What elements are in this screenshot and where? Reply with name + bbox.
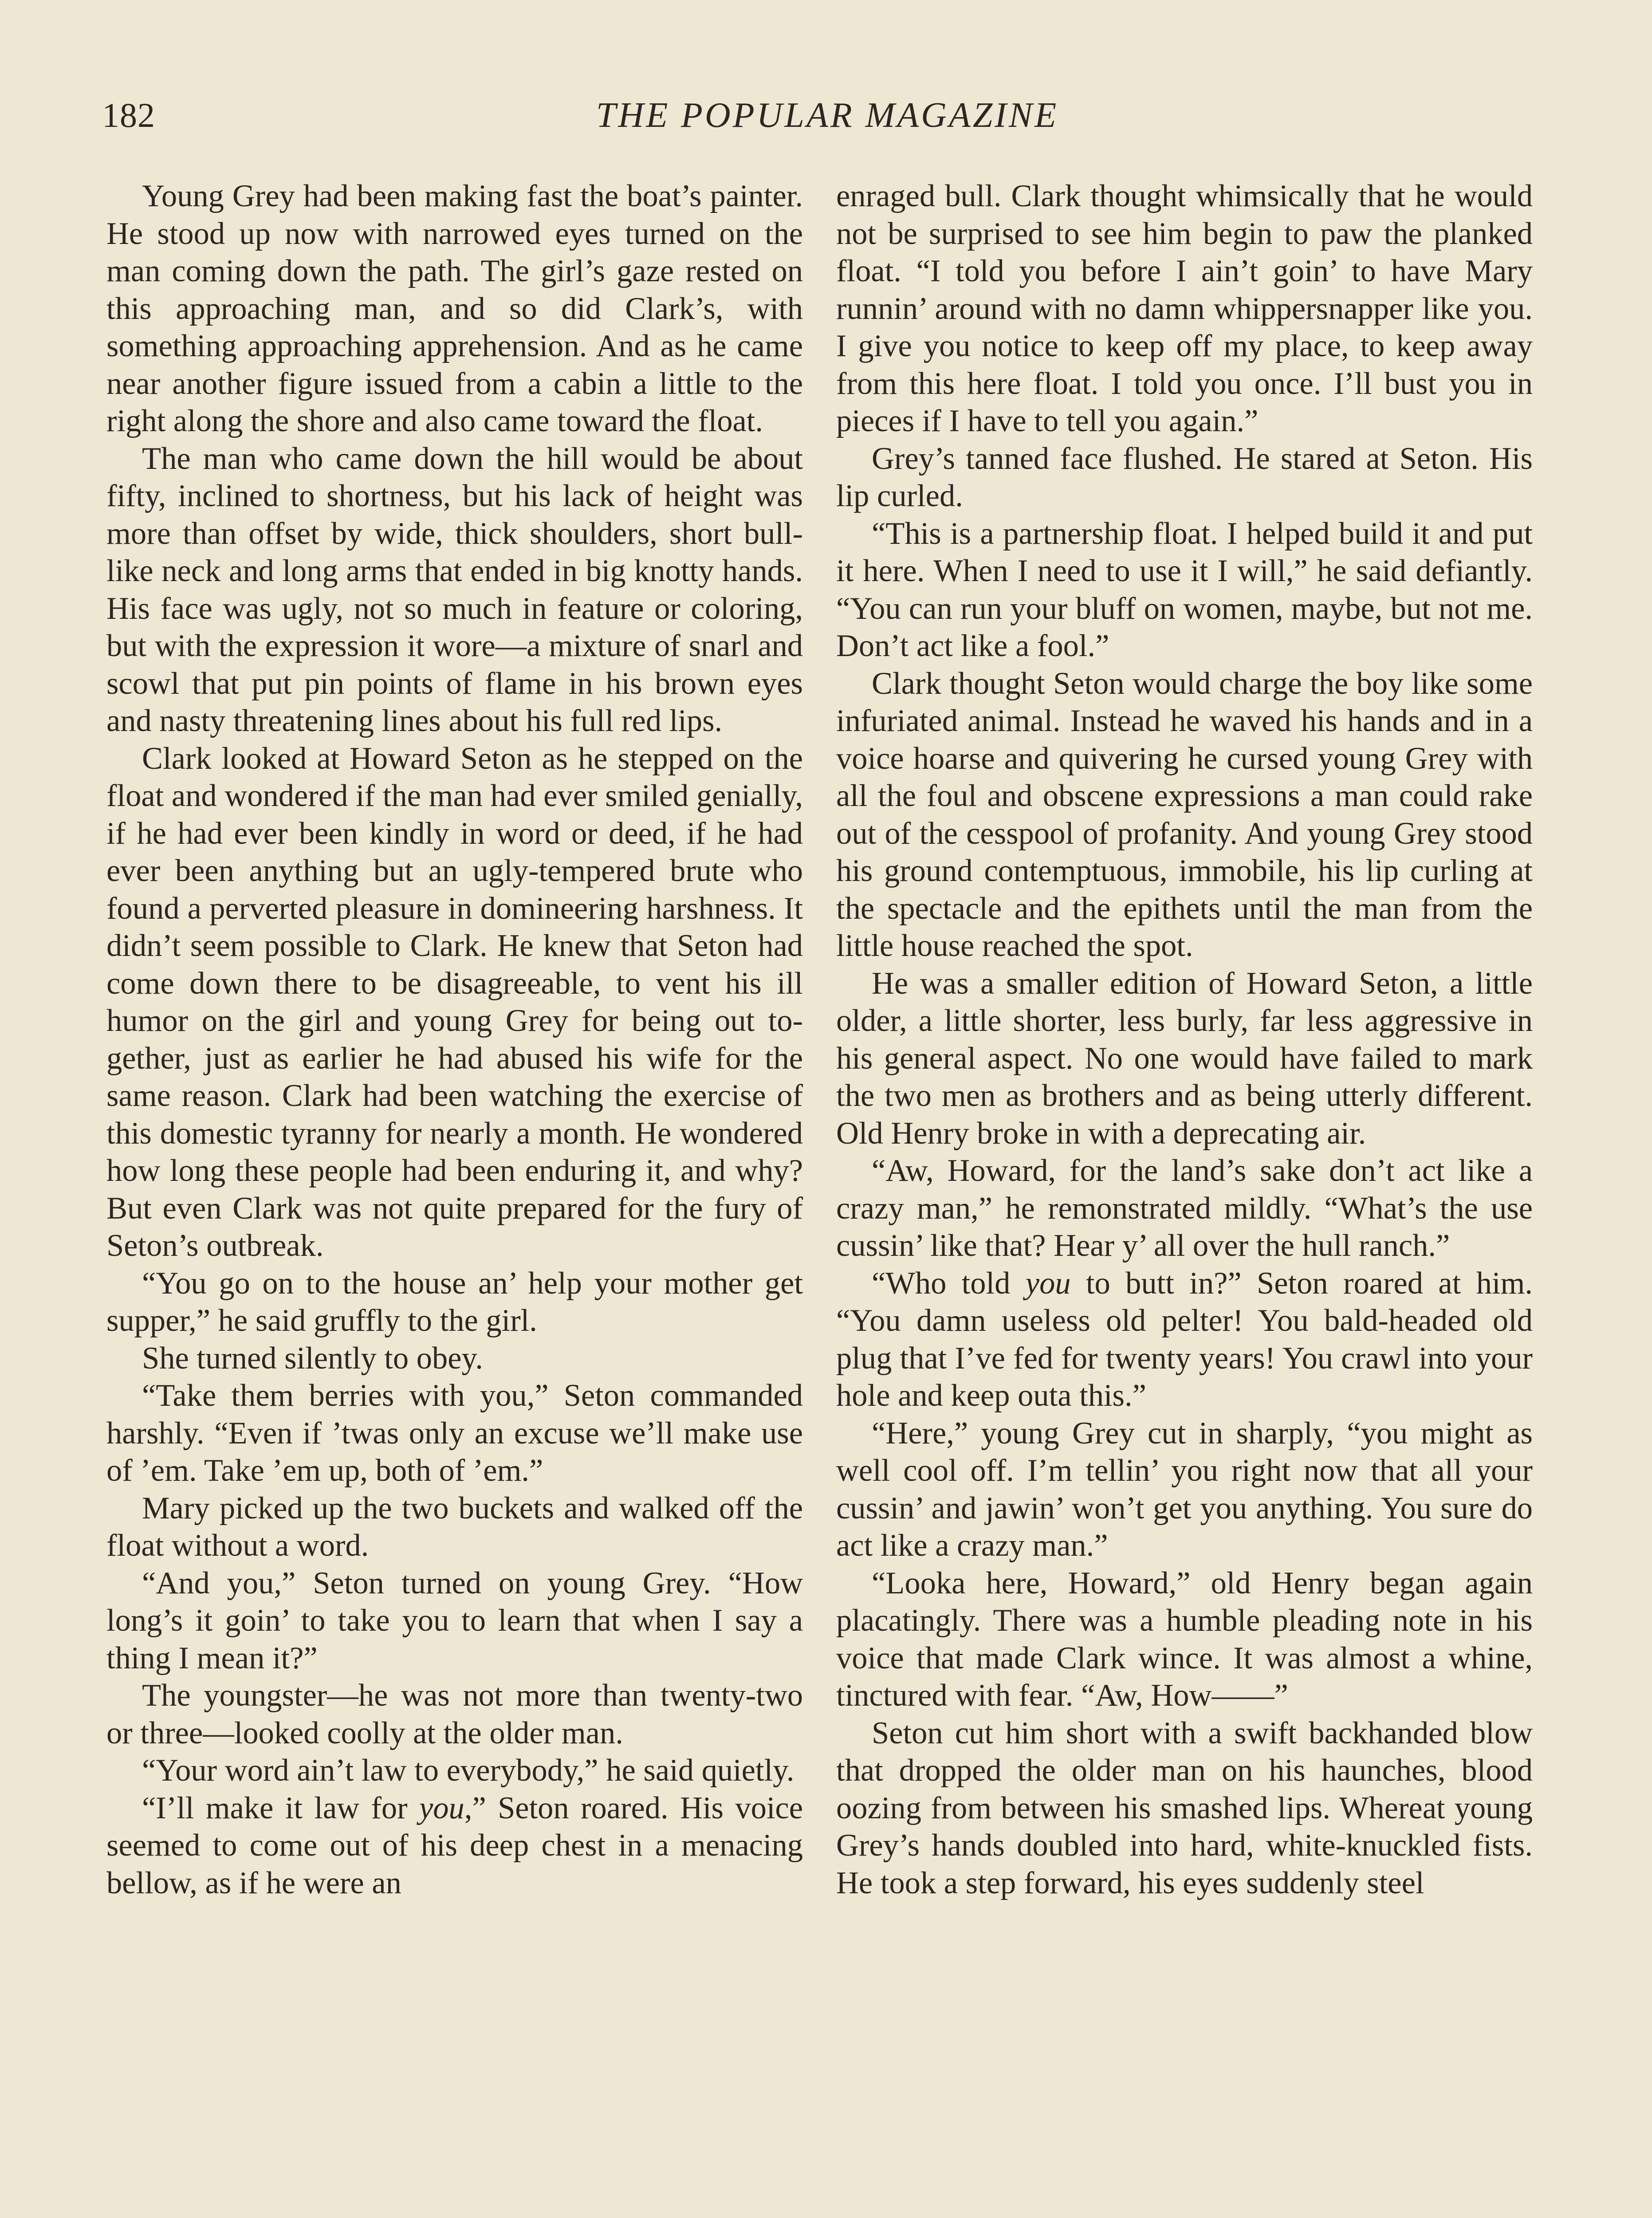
paragraph: The man who came down the hill would be about fifty, inclined to shortness, but his lack of height was more than offset by wide, thick shoulders, short bull-like neck and long arms that ended in big knotty hands. His face was ugly, not so much in feature or coloring, but with the expression it wore—a mixture of snarl and scowl that put pin points of flame in his brown eyes and nasty threatening lines about his full red lips.	[106, 441, 803, 738]
paragraph: Grey’s tanned face flushed. He stared at Seton. His lip curled.	[836, 441, 1533, 513]
paragraph: She turned silently to obey.	[142, 1341, 483, 1376]
paragraph: He was a smaller edition of Howard Seton, a little older, a little shorter, less burly, far less aggressive in his general aspect. No one would have failed to mark the two men as brothers and as being utterly different. Old Henry broke in with a deprecating air.	[836, 966, 1533, 1151]
paragraph: Clark thought Seton would charge the boy like some infuriated animal. Instead he waved his hands and in a voice hoarse and quivering he cursed young Grey with all the foul and obscene expressions a man could rake out of the cesspool of profanity. And young Grey stood his ground contemptuous, immobile, his lip curling at the spectacle and the epithets until the man from the little house reached the spot.	[836, 666, 1533, 963]
magazine-title: THE POPULAR MAGAZINE	[596, 96, 1059, 135]
paragraph: Mary picked up the two buckets and walked off the float without a word.	[106, 1490, 803, 1563]
paragraph: “Here,” young Grey cut in sharply, “you might as well cool off. I’m tellin’ you right now that all your cussin’ and jawin’ won’t get you anything. You sure do act like a crazy man.”	[836, 1416, 1533, 1563]
paragraph: Seton cut him short with a swift backhanded blow that dropped the older man on his haunches, blood oozing from between his smashed lips. Whereat young Grey’s hands doubled into hard, white-knuckled fists. He took a step forward, his eyes suddenly steel	[836, 1715, 1533, 1900]
paragraph-continued: enraged bull. Clark thought whimsically that he would not be surprised to see him begin to paw the planked float. “I told you before I ain’t goin’ to have Mary runnin’ around with no damn whippersnapper like you. I give you notice to keep off my place, to keep away from this here float. I told you once. I’ll bust you in pieces if I have to tell you again.”	[836, 179, 1533, 438]
paragraph: The youngster—he was not more than twenty-two or three—looked coolly at the older man.	[106, 1678, 803, 1750]
paragraph: “Who told you to butt in?” Seton roared at him. “You damn useless old pelter! You bald-headed old plug that I’ve fed for twenty years! You crawl into your hole and keep outa this.”	[836, 1266, 1533, 1413]
paragraph: “Looka here, Howard,” old Henry began again placatingly. There was a humble pleading note in his voice that made Clark wince. It was almost a whine, tinctured with fear. “Aw, How——”	[836, 1565, 1533, 1713]
paragraph: “Take them berries with you,” Seton commanded harshly. “Even if ’twas only an excuse we’ll make use of ’em. Take ’em up, both of ’em.”	[106, 1378, 803, 1488]
right-column	[836, 177, 1533, 2218]
paragraph: Young Grey had been making fast the boat’s painter. He stood up now with narrowed eyes turned on the man coming down the path. The girl’s gaze rested on this approaching man, and so did Clark’s, with something approaching apprehension. And as he came near another figure issued from a cabin a little to the right along the shore and also came toward the float.	[106, 179, 803, 438]
paragraph: “Your word ain’t law to everybody,” he said quietly.	[142, 1753, 795, 1788]
paragraph: “This is a partnership float. I helped build it and put it here. When I need to use it I will,” he said defiantly. “You can run your bluff on women, maybe, but not me. Don’t act like a fool.”	[836, 516, 1533, 663]
paragraph: “And you,” Seton turned on young Grey. “How long’s it goin’ to take you to learn that when I say a thing I mean it?”	[106, 1565, 803, 1675]
paragraph: “You go on to the house an’ help your mother get supper,” he said gruffly to the girl.	[106, 1266, 803, 1338]
paragraph: “I’ll make it law for you,” Seton roared. His voice seemed to come out of his deep chest in a menacing bellow, as if he were an	[106, 1790, 803, 1900]
page-number: 182	[102, 96, 155, 134]
paragraph: “Aw, Howard, for the land’s sake don’t act like a crazy man,” he remonstrated mildly. “What’s the use cussin’ like that? Hear y’ all over the hull ranch.”	[836, 1153, 1533, 1263]
left-column	[106, 177, 803, 2218]
paragraph: Clark looked at Howard Seton as he stepped on the float and wondered if the man had ever smiled genially, if he had ever been kindly in word or deed, if he had ever been anything but an ugly-tempered brute who found a perverted pleasure in domineering harshness. It didn’t seem possible to Clark. He knew that Seton had come down there to be disagreeable, to vent his ill humor on the girl and young Grey for being out together, just as earlier he had abused his wife for the same reason. Clark had been watching the exercise of this domestic tyranny for nearly a month. He wondered how long these people had been enduring it, and why? But even Clark was not quite prepared for the fury of Seton’s outbreak.	[106, 741, 803, 1263]
page-header	[102, 95, 1553, 149]
